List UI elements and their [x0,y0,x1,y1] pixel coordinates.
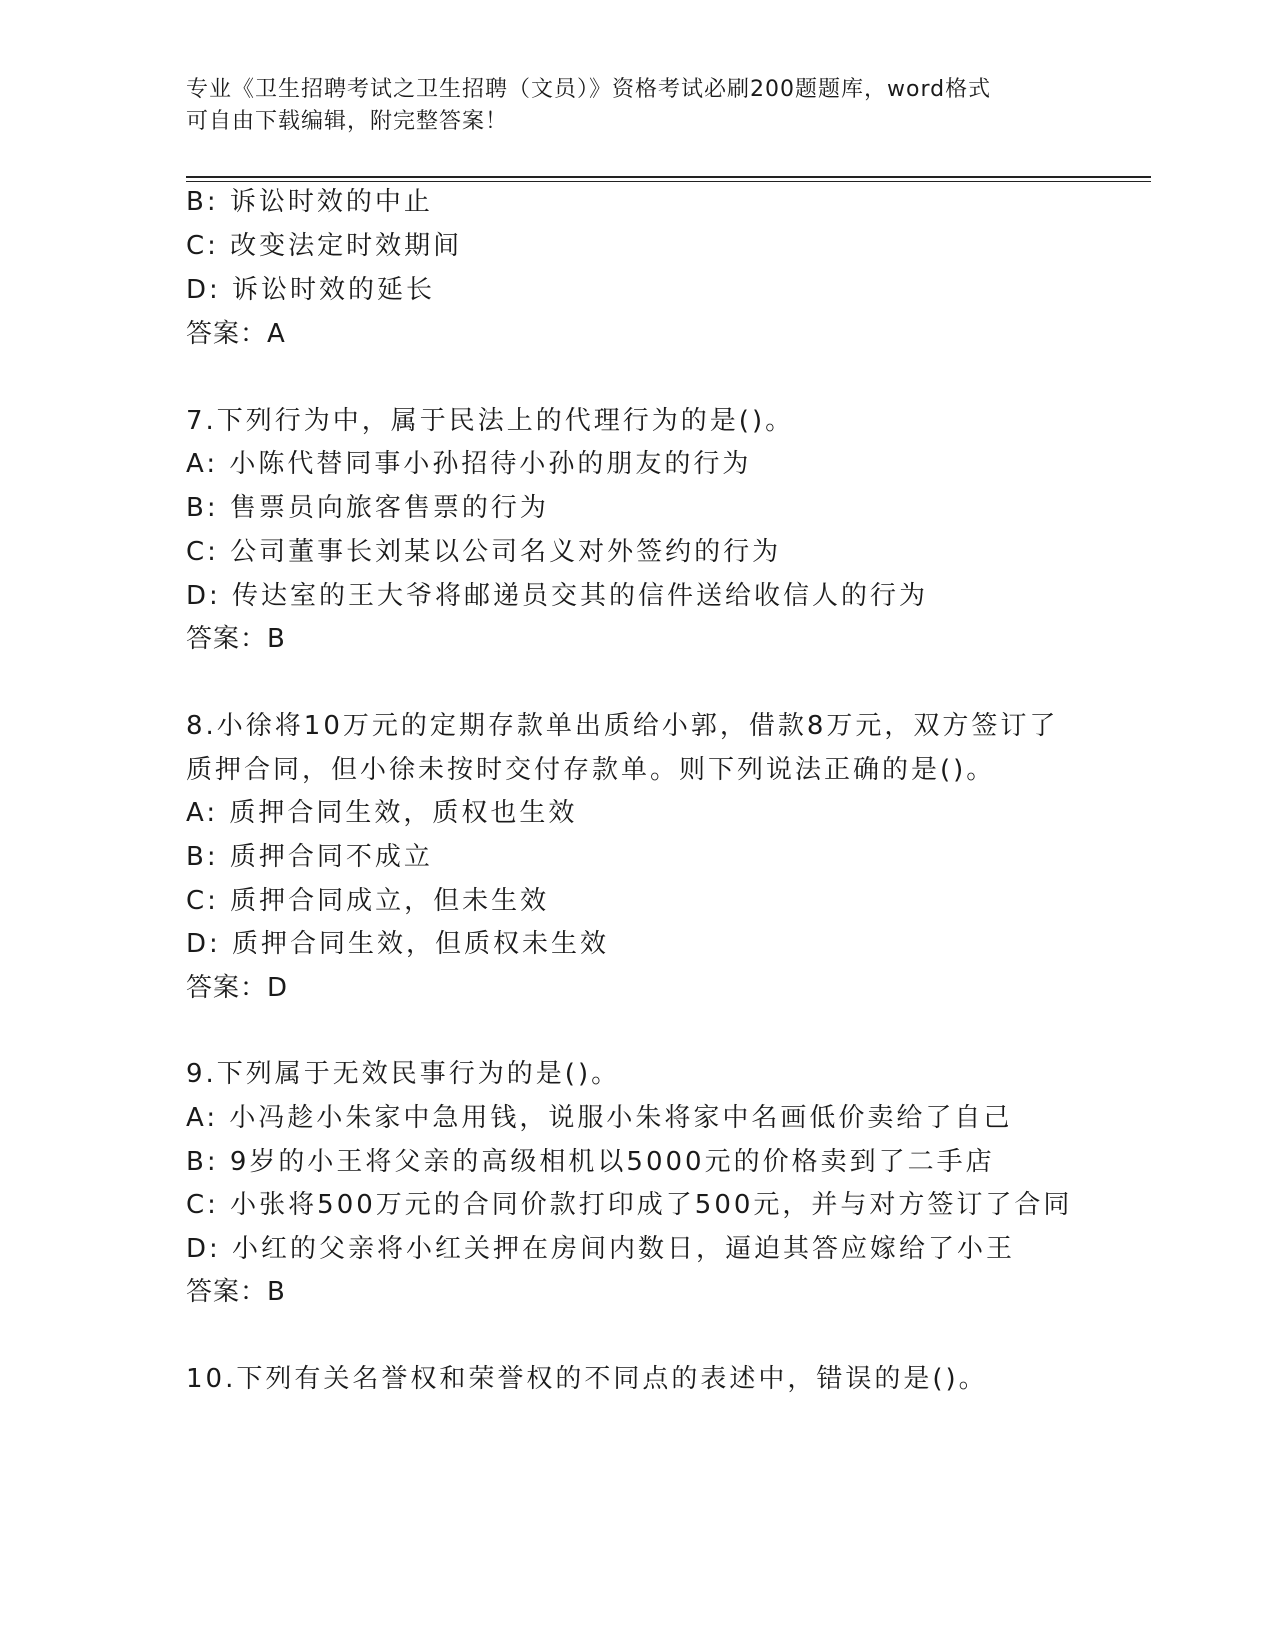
q6-option-b: B: 诉讼时效的中止 [186,187,433,217]
document-header [186,74,1086,138]
header-line-2: 可自由下载编辑，附完整答案！ [186,109,509,134]
q7-option-c: C: 公司董事长刘某以公司名义对外签约的行为 [186,537,782,567]
header-rule-thin [186,181,1151,182]
q8-option-c: C: 质押合同成立，但未生效 [186,886,550,916]
q6-answer: 答案：A [186,319,286,349]
q9-option-a: A: 小冯趁小朱家中急用钱，说服小朱将家中名画低价卖给了自己 [186,1103,1013,1133]
header-line-1: 专业《卫生招聘考试之卫生招聘（文员）》资格考试必刷200题题库，word格式 [186,77,992,102]
q7-question: 7.下列行为中，属于民法上的代理行为的是()。 [186,406,795,436]
q9-option-d: D: 小红的父亲将小红关押在房间内数日，逼迫其答应嫁给了小王 [186,1234,1016,1264]
q7-answer: 答案：B [186,624,286,654]
q9-answer: 答案：B [186,1277,286,1307]
q9-option-b: B: 9岁的小王将父亲的高级相机以5000元的价格卖到了二手店 [186,1147,995,1177]
q9-option-c: C: 小张将500万元的合同价款打印成了500元，并与对方签订了合同 [186,1190,1073,1220]
q6-option-d: D: 诉讼时效的延长 [186,275,436,305]
q8-question-line-1: 8.小徐将10万元的定期存款单出质给小郭，借款8万元，双方签订了 [186,711,1059,741]
q8-option-b: B: 质押合同不成立 [186,842,433,872]
q7-option-a: A: 小陈代替同事小孙招待小孙的朋友的行为 [186,449,752,479]
q8-answer: 答案：D [186,973,289,1003]
q7-option-d: D: 传达室的王大爷将邮递员交其的信件送给收信人的行为 [186,581,929,611]
q6-option-c: C: 改变法定时效期间 [186,231,463,261]
header-rule [186,176,1151,178]
q8-option-d: D: 质押合同生效，但质权未生效 [186,929,610,959]
q8-option-a: A: 质押合同生效，质权也生效 [186,798,578,828]
q7-option-b: B: 售票员向旅客售票的行为 [186,493,549,523]
q9-question: 9.下列属于无效民事行为的是()。 [186,1059,621,1089]
q10-question: 10.下列有关名誉权和荣誉权的不同点的表述中，错误的是()。 [186,1364,988,1394]
q8-question-line-2: 质押合同，但小徐未按时交付存款单。则下列说法正确的是()。 [186,755,996,785]
